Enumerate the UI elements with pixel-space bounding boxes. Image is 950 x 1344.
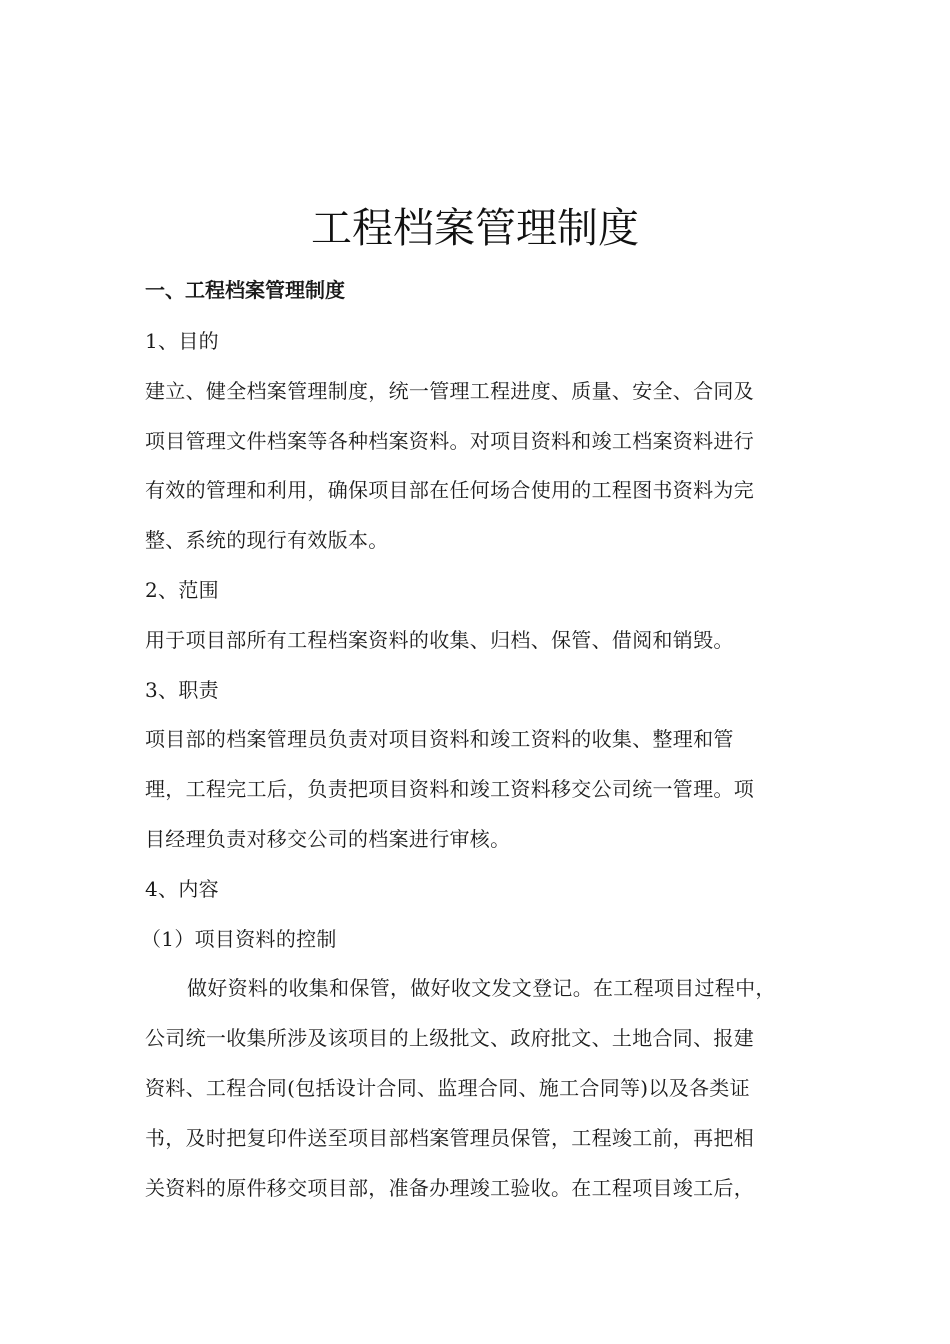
subheading-responsibility: 3、职责 bbox=[145, 677, 219, 702]
subheading-scope: 2、范围 bbox=[145, 577, 219, 602]
document-title: 工程档案管理制度 bbox=[311, 204, 639, 252]
paragraph-line: 公司统一收集所涉及该项目的上级批文、政府批文、土地合同、报建 bbox=[145, 1026, 754, 1051]
paragraph-line: 理，工程完工后，负责把项目资料和竣工资料移交公司统一管理。项 bbox=[145, 777, 754, 802]
paragraph-line: 用于项目部所有工程档案资料的收集、归档、保管、借阅和销毁。 bbox=[145, 627, 734, 652]
paragraph-line: 项目部的档案管理员负责对项目资料和竣工资料的收集、整理和管 bbox=[145, 727, 734, 752]
paragraph-line: 资料、工程合同(包括设计合同、监理合同、施工合同等)以及各类证 bbox=[145, 1075, 750, 1100]
paragraph-line: 有效的管理和利用，确保项目部在任何场合使用的工程图书资料为完 bbox=[145, 478, 754, 503]
paragraph-line: 整、系统的现行有效版本。 bbox=[145, 528, 389, 553]
section-heading: 一、工程档案管理制度 bbox=[145, 278, 345, 302]
paragraph-line: 目经理负责对移交公司的档案进行审核。 bbox=[145, 826, 511, 851]
paragraph-line: 做好资料的收集和保管，做好收文发文登记。在工程项目过程中， bbox=[187, 976, 776, 1001]
paragraph-line: 建立、健全档案管理制度，统一管理工程进度、质量、安全、合同及 bbox=[145, 378, 754, 403]
subheading-purpose: 1、目的 bbox=[145, 329, 219, 353]
paragraph-line: 项目管理文件档案等各种档案资料。对项目资料和竣工档案资料进行 bbox=[145, 428, 754, 453]
subheading-content: 4、内容 bbox=[145, 876, 219, 901]
paragraph-line: 书，及时把复印件送至项目部档案管理员保管，工程竣工前，再把相 bbox=[145, 1125, 754, 1150]
paragraph-line: 关资料的原件移交项目部，准备办理竣工验收。在工程项目竣工后， bbox=[145, 1175, 754, 1200]
subheading-project-materials-control: （1）项目资料的控制 bbox=[141, 926, 337, 951]
document-body bbox=[141, 317, 807, 1213]
